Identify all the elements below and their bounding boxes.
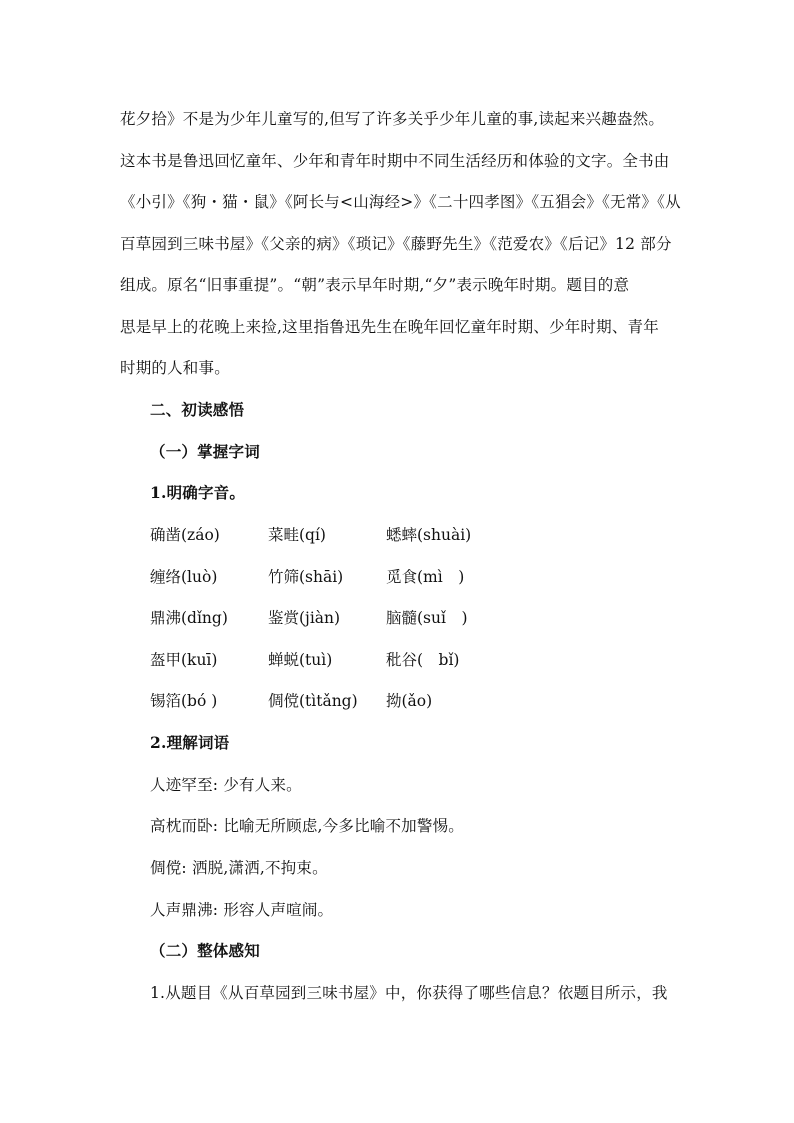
paragraph-line: 组成。原名“旧事重提”。“朝”表示早年时期,“夕”表示晚年时期。题目的意 <box>120 276 630 294</box>
definition-line: 人迹罕至: 少有人来。 <box>150 776 302 794</box>
definition-line: 人声鼎沸: 形容人声喧闹。 <box>150 901 334 919</box>
subsection-heading: （二）整体感知 <box>150 941 260 960</box>
vocab-entry: 觅食(mì ) <box>386 568 465 586</box>
item-heading: 1.明确字音。 <box>150 483 246 502</box>
paragraph-line: 思是早上的花晚上来捡,这里指鲁迅先生在晚年回忆童年时期、少年时期、青年 <box>120 318 659 336</box>
item-heading: 2.理解词语 <box>150 733 230 752</box>
section-heading: 二、初读感悟 <box>150 400 245 419</box>
vocab-entry: 缠络(luò) <box>150 568 218 586</box>
vocab-entry: 盔甲(kuī) <box>150 651 218 669</box>
vocab-entry: 竹筛(shāi) <box>268 568 344 586</box>
vocab-entry: 锡箔(bó ) <box>150 692 218 710</box>
vocab-entry: 鉴赏(jiàn) <box>268 609 341 627</box>
vocab-entry: 蟋蟀(shuài) <box>386 526 472 544</box>
subsection-heading: （一）掌握字词 <box>150 442 260 461</box>
question-line: 1.从题目《从百草园到三味书屋》中，你获得了哪些信息？依题目所示，我 <box>150 984 668 1002</box>
vocab-entry: 菜畦(qí) <box>268 526 326 544</box>
vocab-entry: 蝉蜕(tuì) <box>268 651 333 669</box>
definition-line: 倜傥: 洒脱,潇洒,不拘束。 <box>150 859 328 877</box>
definition-line: 高枕而卧: 比喻无所顾虑,今多比喻不加警惕。 <box>150 817 464 835</box>
vocab-entry: 拗(ǎo) <box>386 692 433 710</box>
paragraph-line: 《小引》《狗・猫・鼠》《阿长与<山海经>》《二十四孝图》《五猖会》《无常》《从 <box>120 193 681 211</box>
paragraph-line: 时期的人和事。 <box>120 359 230 377</box>
vocab-entry: 鼎沸(dǐng) <box>150 609 228 627</box>
paragraph-line: 花夕拾》不是为少年儿童写的,但写了许多关乎少年儿童的事,读起来兴趣盎然。 <box>120 110 665 128</box>
paragraph-line: 百草园到三味书屋》《父亲的病》《琐记》《藤野先生》《范爱农》《后记》12 部分 <box>120 235 672 253</box>
vocab-entry: 秕谷( bǐ) <box>386 651 460 669</box>
vocab-entry: 脑髓(suǐ ) <box>386 609 468 627</box>
vocab-entry: 确凿(záo) <box>150 526 220 544</box>
vocab-entry: 倜傥(tìtǎng) <box>268 692 358 710</box>
paragraph-line: 这本书是鲁迅回忆童年、少年和青年时期中不同生活经历和体验的文字。全书由 <box>120 152 670 170</box>
